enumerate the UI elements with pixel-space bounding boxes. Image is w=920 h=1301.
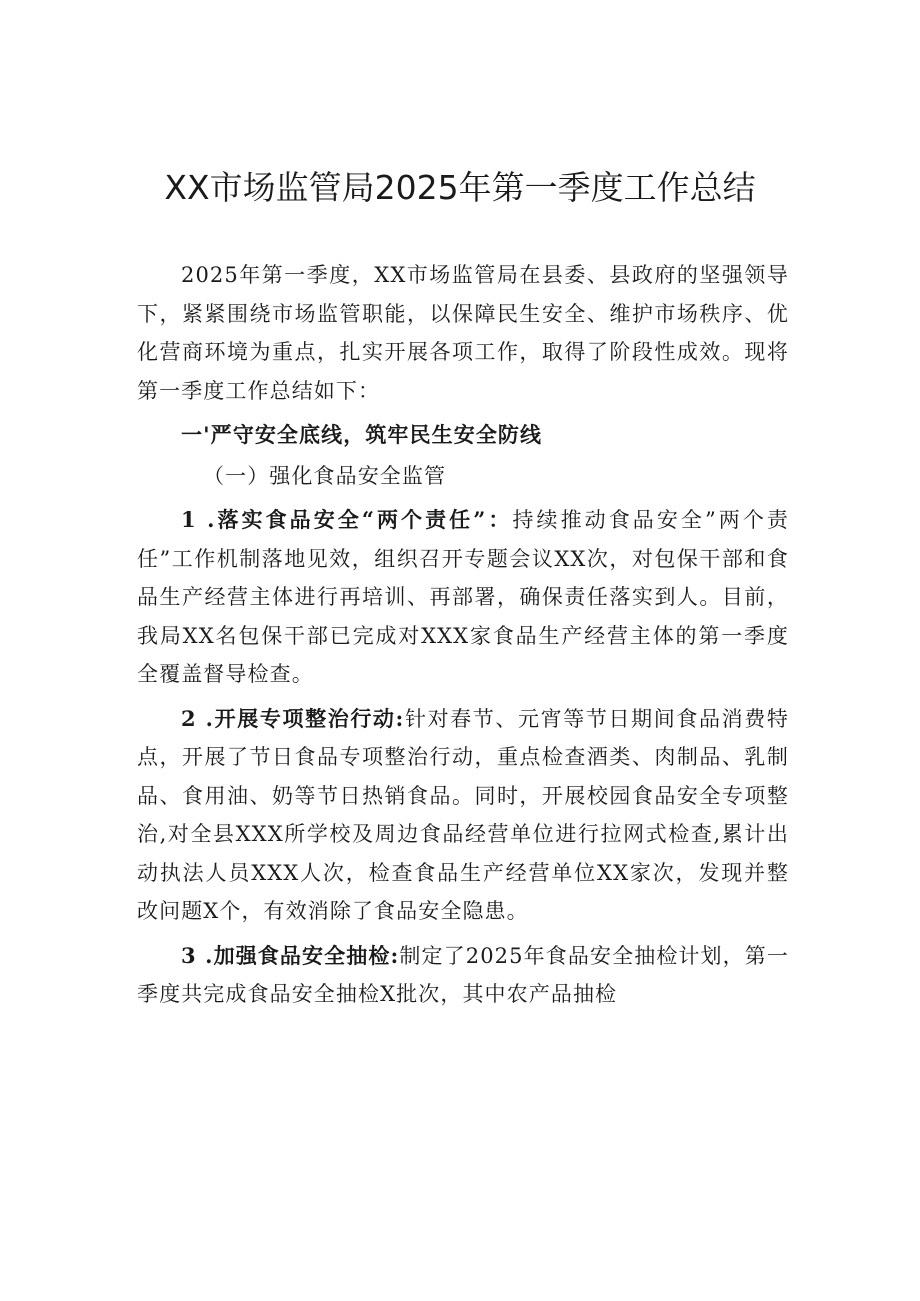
item-text: 制定了2025年食品安全抽检计划，第一季度共完成食品安全抽检X批次，其中农产品抽检 [137, 943, 790, 1006]
document-body [137, 256, 789, 1014]
document-title: XX市场监管局2025年第一季度工作总结 [164, 168, 756, 207]
section-heading: 一'严守安全底线，筑牢民生安全防线 [181, 422, 543, 447]
list-item [137, 700, 789, 931]
item-text: 针对春节、元宵等节日期间食品消费特点，开展了节日食品专项整治行动，重点检查酒类、肉制品、乳制品、食用油、奶等节日热销食品。同时，开展校园食品安全专项整治,对全县XXX所学校及周边食品经营单位进行拉网式检查,累计出动执法人员XXX人次，检查食品生产经营单位XX家次，发现并整改问题X个，有效消除了食品安全隐患。 [137, 706, 790, 923]
list-item [137, 501, 789, 694]
item-lead: 2 .开展专项整治行动: [181, 705, 405, 731]
item-text: 持续推动食品安全”两个责任”工作机制落地见效，组织召开专题会议XX次，对包保干部和食品生产经营主体进行再培训、再部署，确保责任落实到人。目前，我局XX名包保干部已完成对XXX家食品生产经营主体的第一季度全覆盖督导检查。 [137, 508, 789, 686]
list-item [137, 937, 789, 1014]
subsection-heading: （一）强化食品安全监管 [203, 463, 447, 488]
item-lead: 1 .落实食品安全“两个责任”： [181, 507, 513, 532]
intro-paragraph: 2025年第一季度，XX市场监管局在县委、县政府的坚强领导下，紧紧围绕市场监管职能，以保障民生安全、维护市场秩序、优化营商环境为重点，扎实开展各项工作，取得了阶段性成效。现将第一季度工作总结如下： [137, 263, 789, 403]
item-lead: 3 .加强食品安全抽检: [181, 942, 400, 968]
